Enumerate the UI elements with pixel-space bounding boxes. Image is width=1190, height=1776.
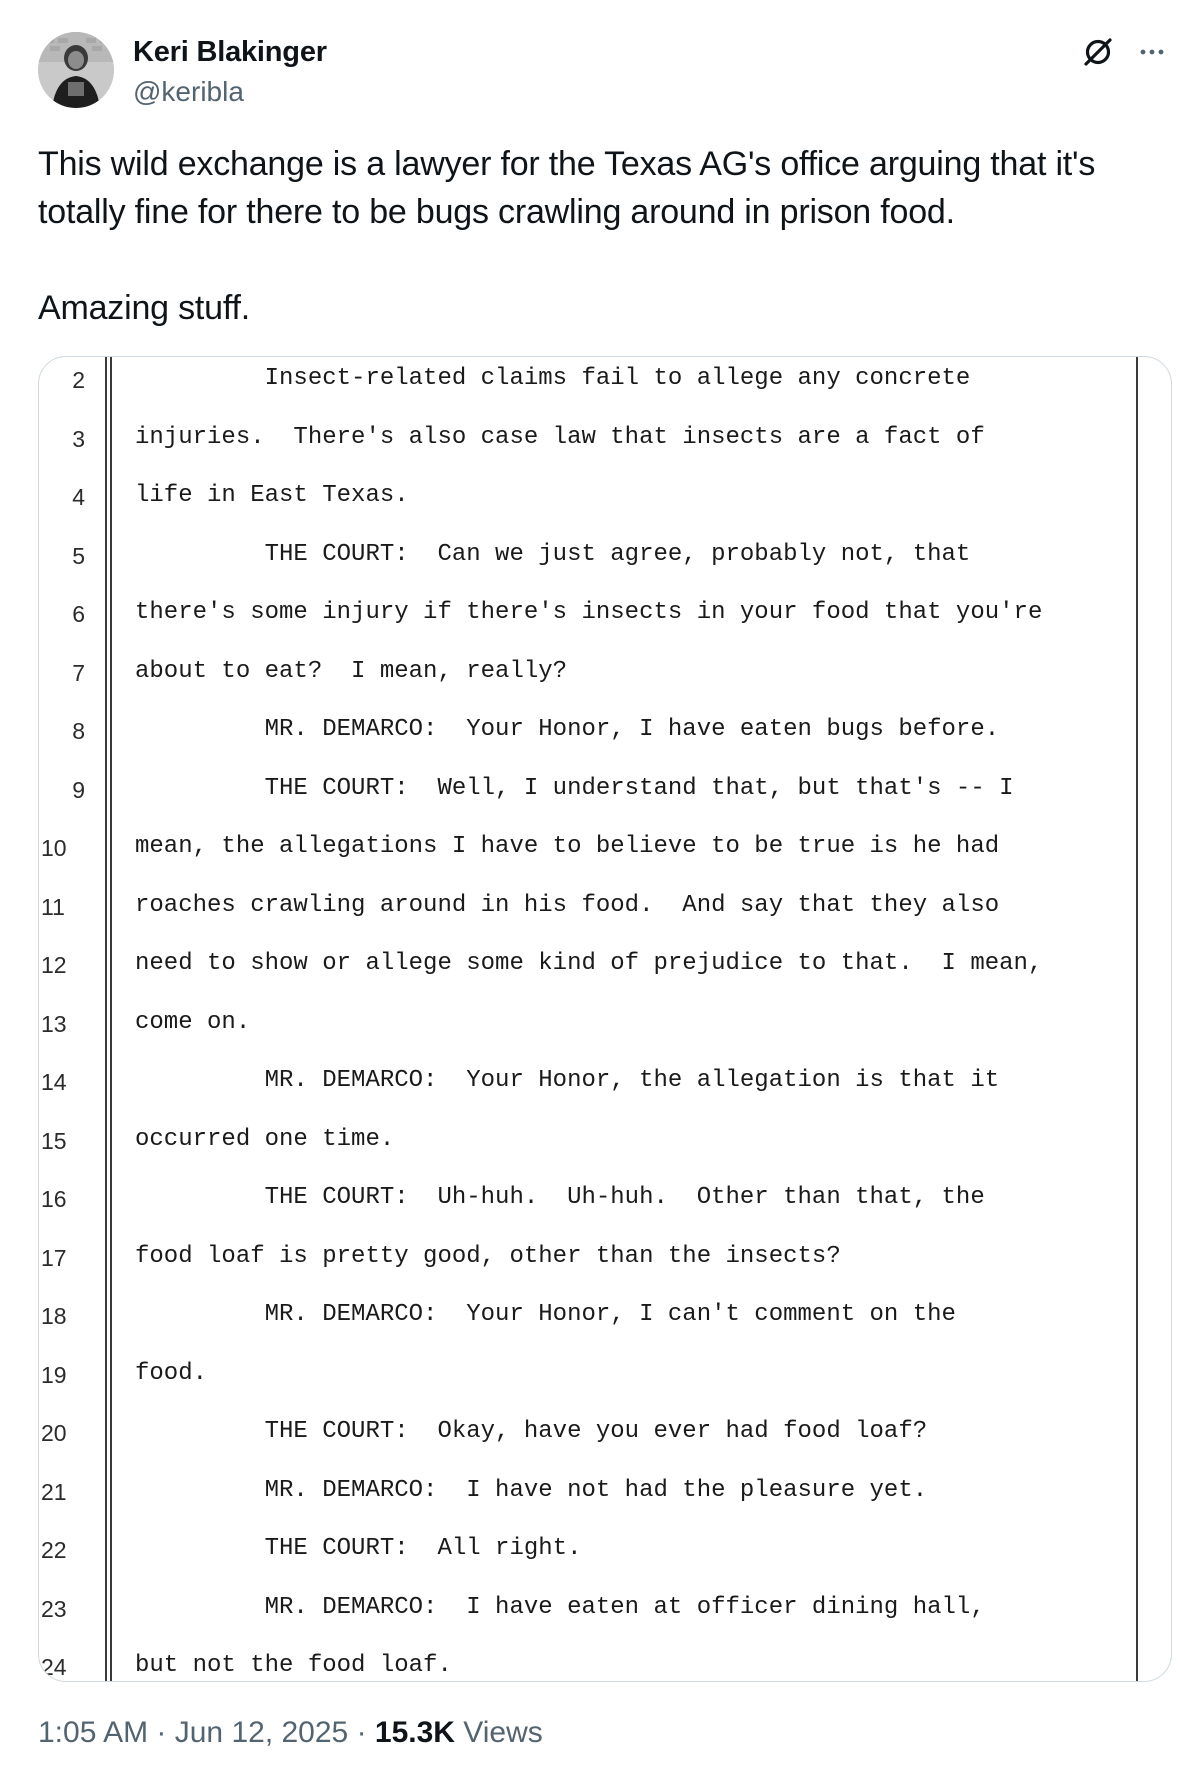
tweet-meta	[38, 1716, 543, 1750]
transcript-line: MR. DEMARCO: I have not had the pleasure yet.	[135, 1477, 928, 1504]
margin-rule	[110, 357, 112, 1681]
line-number: 22	[41, 1537, 67, 1563]
line-number: 12	[41, 952, 67, 978]
more-icon[interactable]	[1134, 34, 1170, 70]
transcript-line: life in East Texas.	[135, 482, 409, 509]
line-number: 24	[41, 1654, 67, 1680]
views-label: Views	[454, 1716, 543, 1749]
views-count: 15.3K	[374, 1716, 455, 1749]
transcript-line: THE COURT: Uh-huh. Uh-huh. Other than that, the	[135, 1184, 985, 1211]
line-number: 19	[41, 1362, 67, 1388]
transcript-line: MR. DEMARCO: Your Honor, the allegation is that it	[135, 1067, 1000, 1094]
transcript-line: occurred one time.	[135, 1126, 395, 1153]
line-number: 17	[41, 1245, 67, 1271]
meta-separator: ·	[348, 1716, 375, 1749]
line-number: 10	[41, 835, 67, 861]
grok-icon[interactable]	[1080, 34, 1116, 70]
transcript-line: there's some injury if there's insects in your food that you're	[135, 599, 1043, 626]
date[interactable]: Jun 12, 2025	[174, 1716, 349, 1749]
line-number: 23	[41, 1596, 67, 1622]
line-number: 8	[72, 718, 85, 744]
line-number: 2	[72, 367, 85, 393]
transcript-line: MR. DEMARCO: Your Honor, I can't comment on the	[135, 1301, 956, 1328]
transcript-line: MR. DEMARCO: I have eaten at officer dining hall,	[135, 1594, 985, 1621]
transcript-line: roaches crawling around in his food. And say that they also	[135, 892, 1000, 919]
tweet-text-paragraph: Amazing stuff.	[38, 289, 251, 327]
line-number: 21	[41, 1479, 67, 1505]
transcript-line: but not the food loaf.	[135, 1652, 452, 1679]
line-number: 20	[41, 1420, 67, 1446]
transcript-line: food.	[135, 1360, 208, 1387]
transcript-line: about to eat? I mean, really?	[135, 658, 568, 685]
transcript-line: MR. DEMARCO: Your Honor, I have eaten bugs before.	[135, 716, 1000, 743]
transcript-line: come on.	[135, 1009, 251, 1036]
avatar[interactable]	[38, 32, 114, 108]
transcript-line: Insect-related claims fail to allege any concrete	[135, 365, 971, 392]
transcript-line: THE COURT: Well, I understand that, but that's -- I	[135, 775, 1014, 802]
author-handle[interactable]: @keribla	[133, 76, 244, 107]
transcript-line: injuries. There's also case law that insects are a fact of	[135, 424, 985, 451]
line-number: 4	[72, 484, 85, 510]
transcript-line: mean, the allegations I have to believe to be true is he had	[135, 833, 1000, 860]
line-number: 9	[72, 777, 85, 803]
line-number: 6	[72, 601, 85, 627]
line-number: 11	[41, 894, 65, 920]
line-number: 16	[41, 1186, 67, 1212]
attached-image[interactable]	[38, 356, 1172, 1682]
line-number: 3	[72, 426, 85, 452]
transcript-line: food loaf is pretty good, other than the insects?	[135, 1243, 841, 1270]
margin-rule	[1136, 357, 1138, 1681]
line-number: 15	[41, 1128, 67, 1154]
line-number: 14	[41, 1069, 67, 1095]
court-transcript	[39, 357, 1171, 1681]
line-number: 7	[72, 660, 85, 686]
line-number: 13	[41, 1011, 67, 1037]
author-name[interactable]: Keri Blakinger	[133, 36, 327, 68]
tweet-text	[38, 140, 1158, 332]
transcript-line: THE COURT: All right.	[135, 1535, 582, 1562]
transcript-line: need to show or allege some kind of prejudice to that. I mean,	[135, 950, 1043, 977]
line-number: 5	[72, 543, 85, 569]
margin-rule	[105, 357, 107, 1681]
transcript-line: THE COURT: Okay, have you ever had food loaf?	[135, 1418, 928, 1445]
timestamp[interactable]: 1:05 AM	[38, 1716, 149, 1749]
line-number: 18	[41, 1303, 67, 1329]
meta-separator: ·	[148, 1716, 175, 1749]
transcript-line: THE COURT: Can we just agree, probably not, that	[135, 541, 971, 568]
tweet-text-paragraph: This wild exchange is a lawyer for the Texas AG's office arguing that it's totally fine for there to be bugs crawling around in prison food.	[38, 145, 1096, 231]
